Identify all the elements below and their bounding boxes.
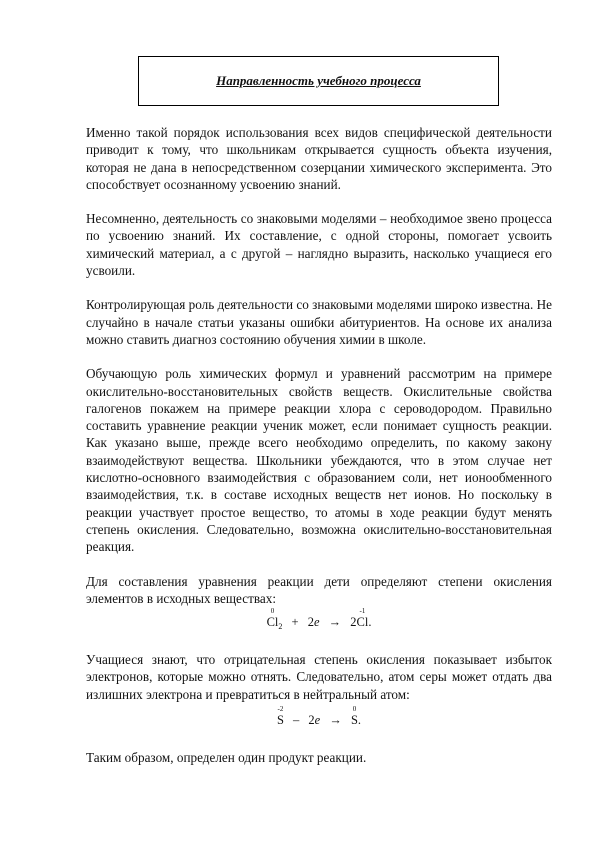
eq1-electron: e (313, 615, 320, 630)
paragraph-3: Контролирующая роль деятельности со знаковыми моделями широко известна. Не случайно в начале статьи указаны ошибки абитуриентов. На основе их анализа можно ставить диагноз состоянию обучения химии в школе. (86, 297, 552, 347)
eq1-right-element: -1 Cl (356, 607, 369, 630)
eq2-left-oxidation-state: -2 (277, 705, 284, 714)
eq1-left-oxidation-state: 0 (270, 607, 275, 616)
paragraph-1: Именно такой порядок использования всех видов специфической деятельности приводит к тому, что школьникам открывается сущность объекта изучения, которая не дана в непосредственном созерцании химического эксперимента. Это способствует осознанному усвоению знаний. (86, 125, 552, 192)
paragraph-4: Обучающую роль химических формул и уравнений рассмотрим на примере окислительно-восстановительных свойств веществ. Окислительные свойства галогенов покажем на примере реакции хлора с сероводородом. Правильно составить уравнение реакции ученик может, если понимает сущность реакции. Как указано выше, прежде всего необходимо определить, по какому закону взаимодействуют вещества. Школьники убеждаются, что в этом случае нет кислотно-основного взаимодействия с образованием соли, нет ионообменного взаимодействия, т.к. в составе исходных веществ нет ионов. Но поскольку в реакции участвует простое вещество, то атомы в ходе реакции будут менять степень окисления. Следовательно, возможна окислительно-восстановительная реакция. (86, 366, 552, 555)
eq1-right-coefficient: 2 (350, 615, 357, 630)
title-box (138, 56, 499, 106)
eq2-electron-coefficient: 2 (308, 713, 315, 728)
document-title: Направленность учебного процесса (216, 73, 421, 88)
eq2-right-element: 0 S (350, 705, 358, 728)
eq2-arrow: → (329, 713, 342, 728)
paragraph-6: Учащиеся знают, что отрицательная степень окисления показывает избыток электронов, которые можно отнять. Следовательно, атом серы может отдать два излишних электрона и превратиться в нейтральный атом: (86, 652, 552, 702)
eq1-electron-coefficient: 2 (307, 615, 314, 630)
paragraph-2: Несомненно, деятельность со знаковыми моделями – необходимое звено процесса по усвоению знаний. Их составление, с одной стороны, помогает усвоить химический материал, а с другой – наглядно выразить, насколько учащиеся его усвоили. (86, 211, 552, 279)
eq2-minus: – (293, 713, 300, 728)
eq2-electron: e (314, 713, 321, 728)
eq1-arrow: → (328, 615, 342, 630)
equation-sulfur-oxidation (86, 703, 552, 749)
document-body (86, 124, 552, 766)
eq1-left-element: 0 Cl (266, 607, 279, 630)
eq1-end: . (368, 615, 372, 630)
eq2-left-element: -2 S (276, 705, 284, 728)
eq2-right-oxidation-state: 0 (352, 705, 357, 714)
equation-chlorine-reduction (86, 607, 552, 651)
eq2-end: . (357, 713, 362, 728)
eq1-left-subscript: 2 (278, 622, 283, 632)
eq1-plus: + (291, 615, 299, 630)
paragraph-5: Для составления уравнения реакции дети определяют степени окисления элементов в исходных веществах: (86, 573, 552, 606)
paragraph-7: Таким образом, определен один продукт реакции. (86, 750, 367, 766)
eq1-right-oxidation-state: -1 (359, 607, 366, 616)
